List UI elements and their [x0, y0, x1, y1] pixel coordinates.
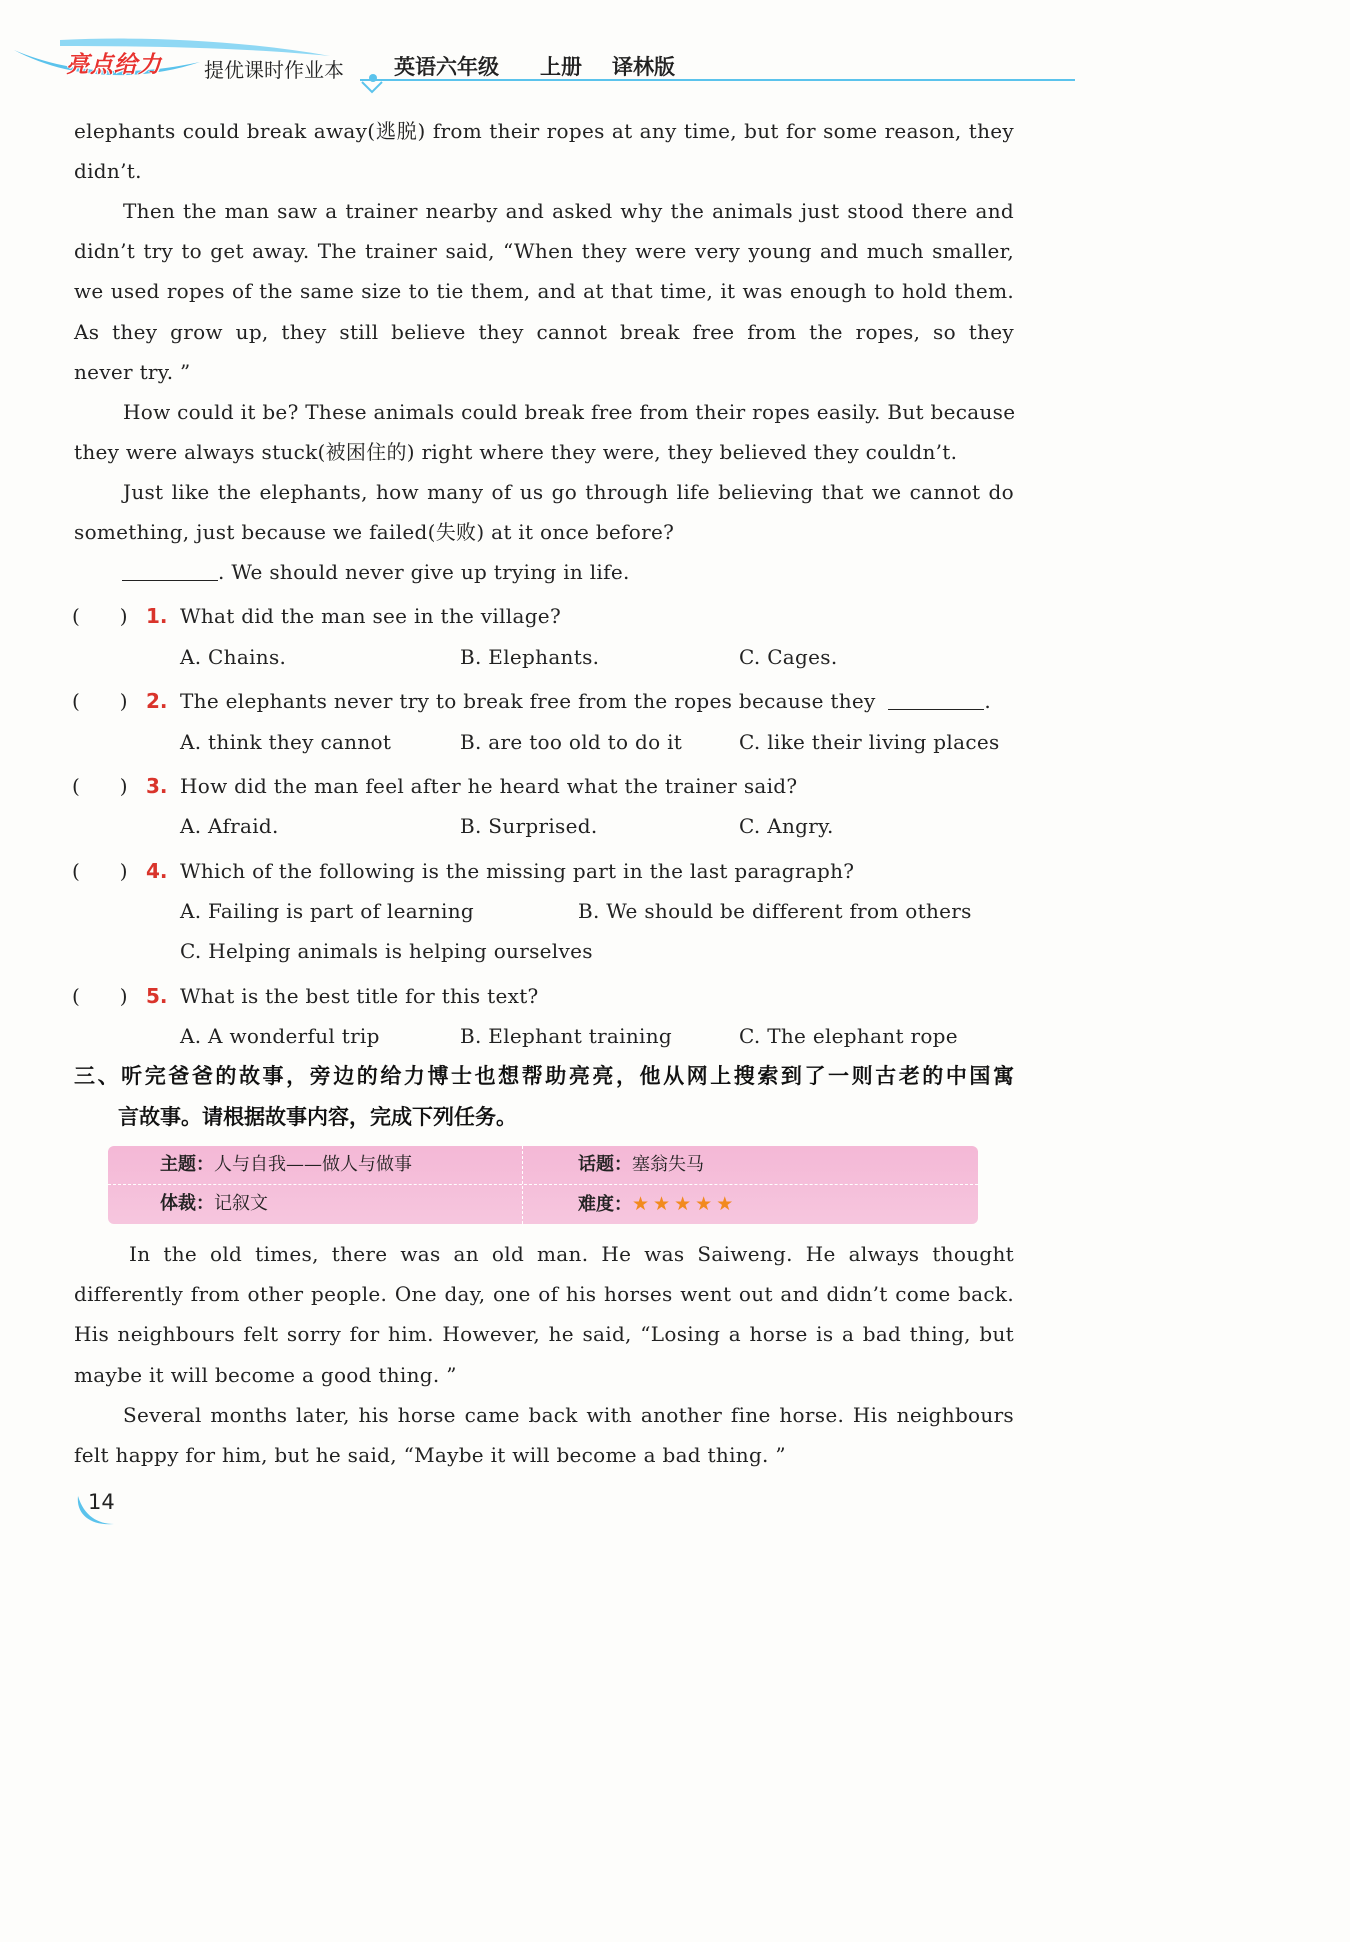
option-b: B. Surprised.	[460, 814, 598, 838]
question-number: 1.	[146, 604, 168, 628]
question-text: What is the best title for this text?	[180, 984, 539, 1008]
option-c: C. Helping animals is helping ourselves	[180, 939, 593, 963]
workbook-title: 提优课时作业本	[204, 58, 344, 82]
passage-line-text: . We should never give up trying in life.	[218, 560, 630, 584]
passage-line: never try. ”	[74, 360, 191, 384]
passage-line: In the old times, there was an old man. He was Saiweng. He always thought	[129, 1242, 1014, 1266]
question-text: Which of the following is the missing part in the last paragraph?	[180, 859, 855, 883]
option-b: B. Elephant training	[460, 1024, 673, 1048]
answer-paren[interactable]: ( )	[72, 859, 128, 883]
topic-field	[578, 1146, 704, 1184]
passage-line: Just like the elephants, how many of us go through life believing that we cannot do	[123, 480, 1014, 504]
option-a: A. Chains.	[180, 645, 287, 669]
passage-line: they were always stuck(被困住的) right where they were, they believed they couldn’t.	[74, 440, 958, 464]
question-text: The elephants never try to break free from the ropes because they .	[180, 689, 991, 713]
answer-paren[interactable]: ( )	[72, 984, 128, 1008]
star-icon: ★	[695, 1193, 713, 1215]
topic-label: 话题：	[578, 1154, 632, 1175]
passage-line: maybe it will become a good thing. ”	[74, 1363, 457, 1387]
passage-line: elephants could break away(逃脱) from their ropes at any time, but for some reason, they	[74, 119, 1014, 143]
option-b: B. We should be different from others	[578, 899, 972, 923]
question-number: 3.	[146, 774, 168, 798]
header-swoosh	[0, 0, 1080, 100]
genre-label: 体裁：	[160, 1193, 214, 1214]
option-c: C. Angry.	[739, 814, 834, 838]
option-c: C. like their living places	[739, 730, 1000, 754]
passage-line: Several months later, his horse came back with another fine horse. His neighbours	[123, 1403, 1014, 1427]
passage-line: didn’t try to get away. The trainer said, “When they were very young and much smaller,	[74, 239, 1014, 263]
volume-label: 上册	[540, 55, 582, 79]
passage-line: How could it be? These animals could break free from their ropes easily. But because	[123, 400, 1016, 424]
answer-paren[interactable]: ( )	[72, 689, 128, 713]
question-text: How did the man feel after he heard what the trainer said?	[180, 774, 798, 798]
option-a: A. Failing is part of learning	[180, 899, 475, 923]
answer-paren[interactable]: ( )	[72, 774, 128, 798]
answer-blank[interactable]	[122, 560, 218, 581]
topic-value: 塞翁失马	[632, 1154, 704, 1175]
question-number: 2.	[146, 689, 168, 713]
option-b: B. Elephants.	[460, 645, 600, 669]
passage-line: differently from other people. One day, one of his horses went out and didn’t come back.	[74, 1282, 1014, 1306]
difficulty-field	[578, 1185, 737, 1224]
passage-line-with-blank	[122, 552, 1014, 592]
option-c: C. The elephant rope	[739, 1024, 958, 1048]
genre-field	[160, 1185, 268, 1223]
section-heading-cont: 言故事。请根据故事内容，完成下列任务。	[118, 1105, 517, 1129]
question-number: 5.	[146, 984, 168, 1008]
question-number: 4.	[146, 859, 168, 883]
question-text: What did the man see in the village?	[180, 604, 561, 628]
question-text-content: The elephants never try to break free from the ropes because they	[180, 689, 876, 713]
theme-field	[160, 1146, 412, 1184]
passage-line: felt happy for him, but he said, “Maybe it will become a bad thing. ”	[74, 1443, 786, 1467]
genre-value: 记叙文	[214, 1193, 268, 1214]
story-info-box	[108, 1146, 978, 1224]
option-c: C. Cages.	[739, 645, 838, 669]
brand-logo-text: 亮点给力	[66, 52, 162, 78]
passage-line: As they grow up, they still believe they cannot break free from the ropes, so they	[74, 320, 1014, 344]
page-header	[0, 0, 1080, 100]
star-icon: ★	[632, 1193, 650, 1215]
option-a: A. A wonderful trip	[180, 1024, 380, 1048]
divider	[522, 1146, 523, 1224]
section-heading: 三、听完爸爸的故事，旁边的给力博士也想帮助亮亮，他从网上搜索到了一则古老的中国寓	[74, 1064, 1014, 1088]
passage-line: His neighbours felt sorry for him. However, he said, “Losing a horse is a bad thing, but	[74, 1322, 1014, 1346]
theme-value: 人与自我——做人与做事	[214, 1154, 412, 1175]
answer-blank[interactable]	[888, 689, 984, 710]
passage-line: didn’t.	[74, 159, 142, 183]
option-a: A. Afraid.	[180, 814, 279, 838]
page-number: 14	[88, 1490, 115, 1514]
option-a: A. think they cannot	[180, 730, 392, 754]
grade-label: 英语六年级	[394, 55, 499, 79]
passage-line: Then the man saw a trainer nearby and asked why the animals just stood there and	[123, 199, 1014, 223]
star-icon: ★	[716, 1193, 734, 1215]
passage-line: we used ropes of the same size to tie them, and at that time, it was enough to hold them.	[74, 279, 1014, 303]
edition-label: 译林版	[612, 55, 675, 79]
theme-label: 主题：	[160, 1154, 214, 1175]
answer-paren[interactable]: ( )	[72, 604, 128, 628]
option-b: B. are too old to do it	[460, 730, 683, 754]
difficulty-label: 难度：	[578, 1194, 632, 1215]
star-icon: ★	[653, 1193, 671, 1215]
difficulty-stars	[632, 1194, 737, 1215]
star-icon: ★	[674, 1193, 692, 1215]
passage-line: something, just because we failed(失败) at it once before?	[74, 520, 675, 544]
